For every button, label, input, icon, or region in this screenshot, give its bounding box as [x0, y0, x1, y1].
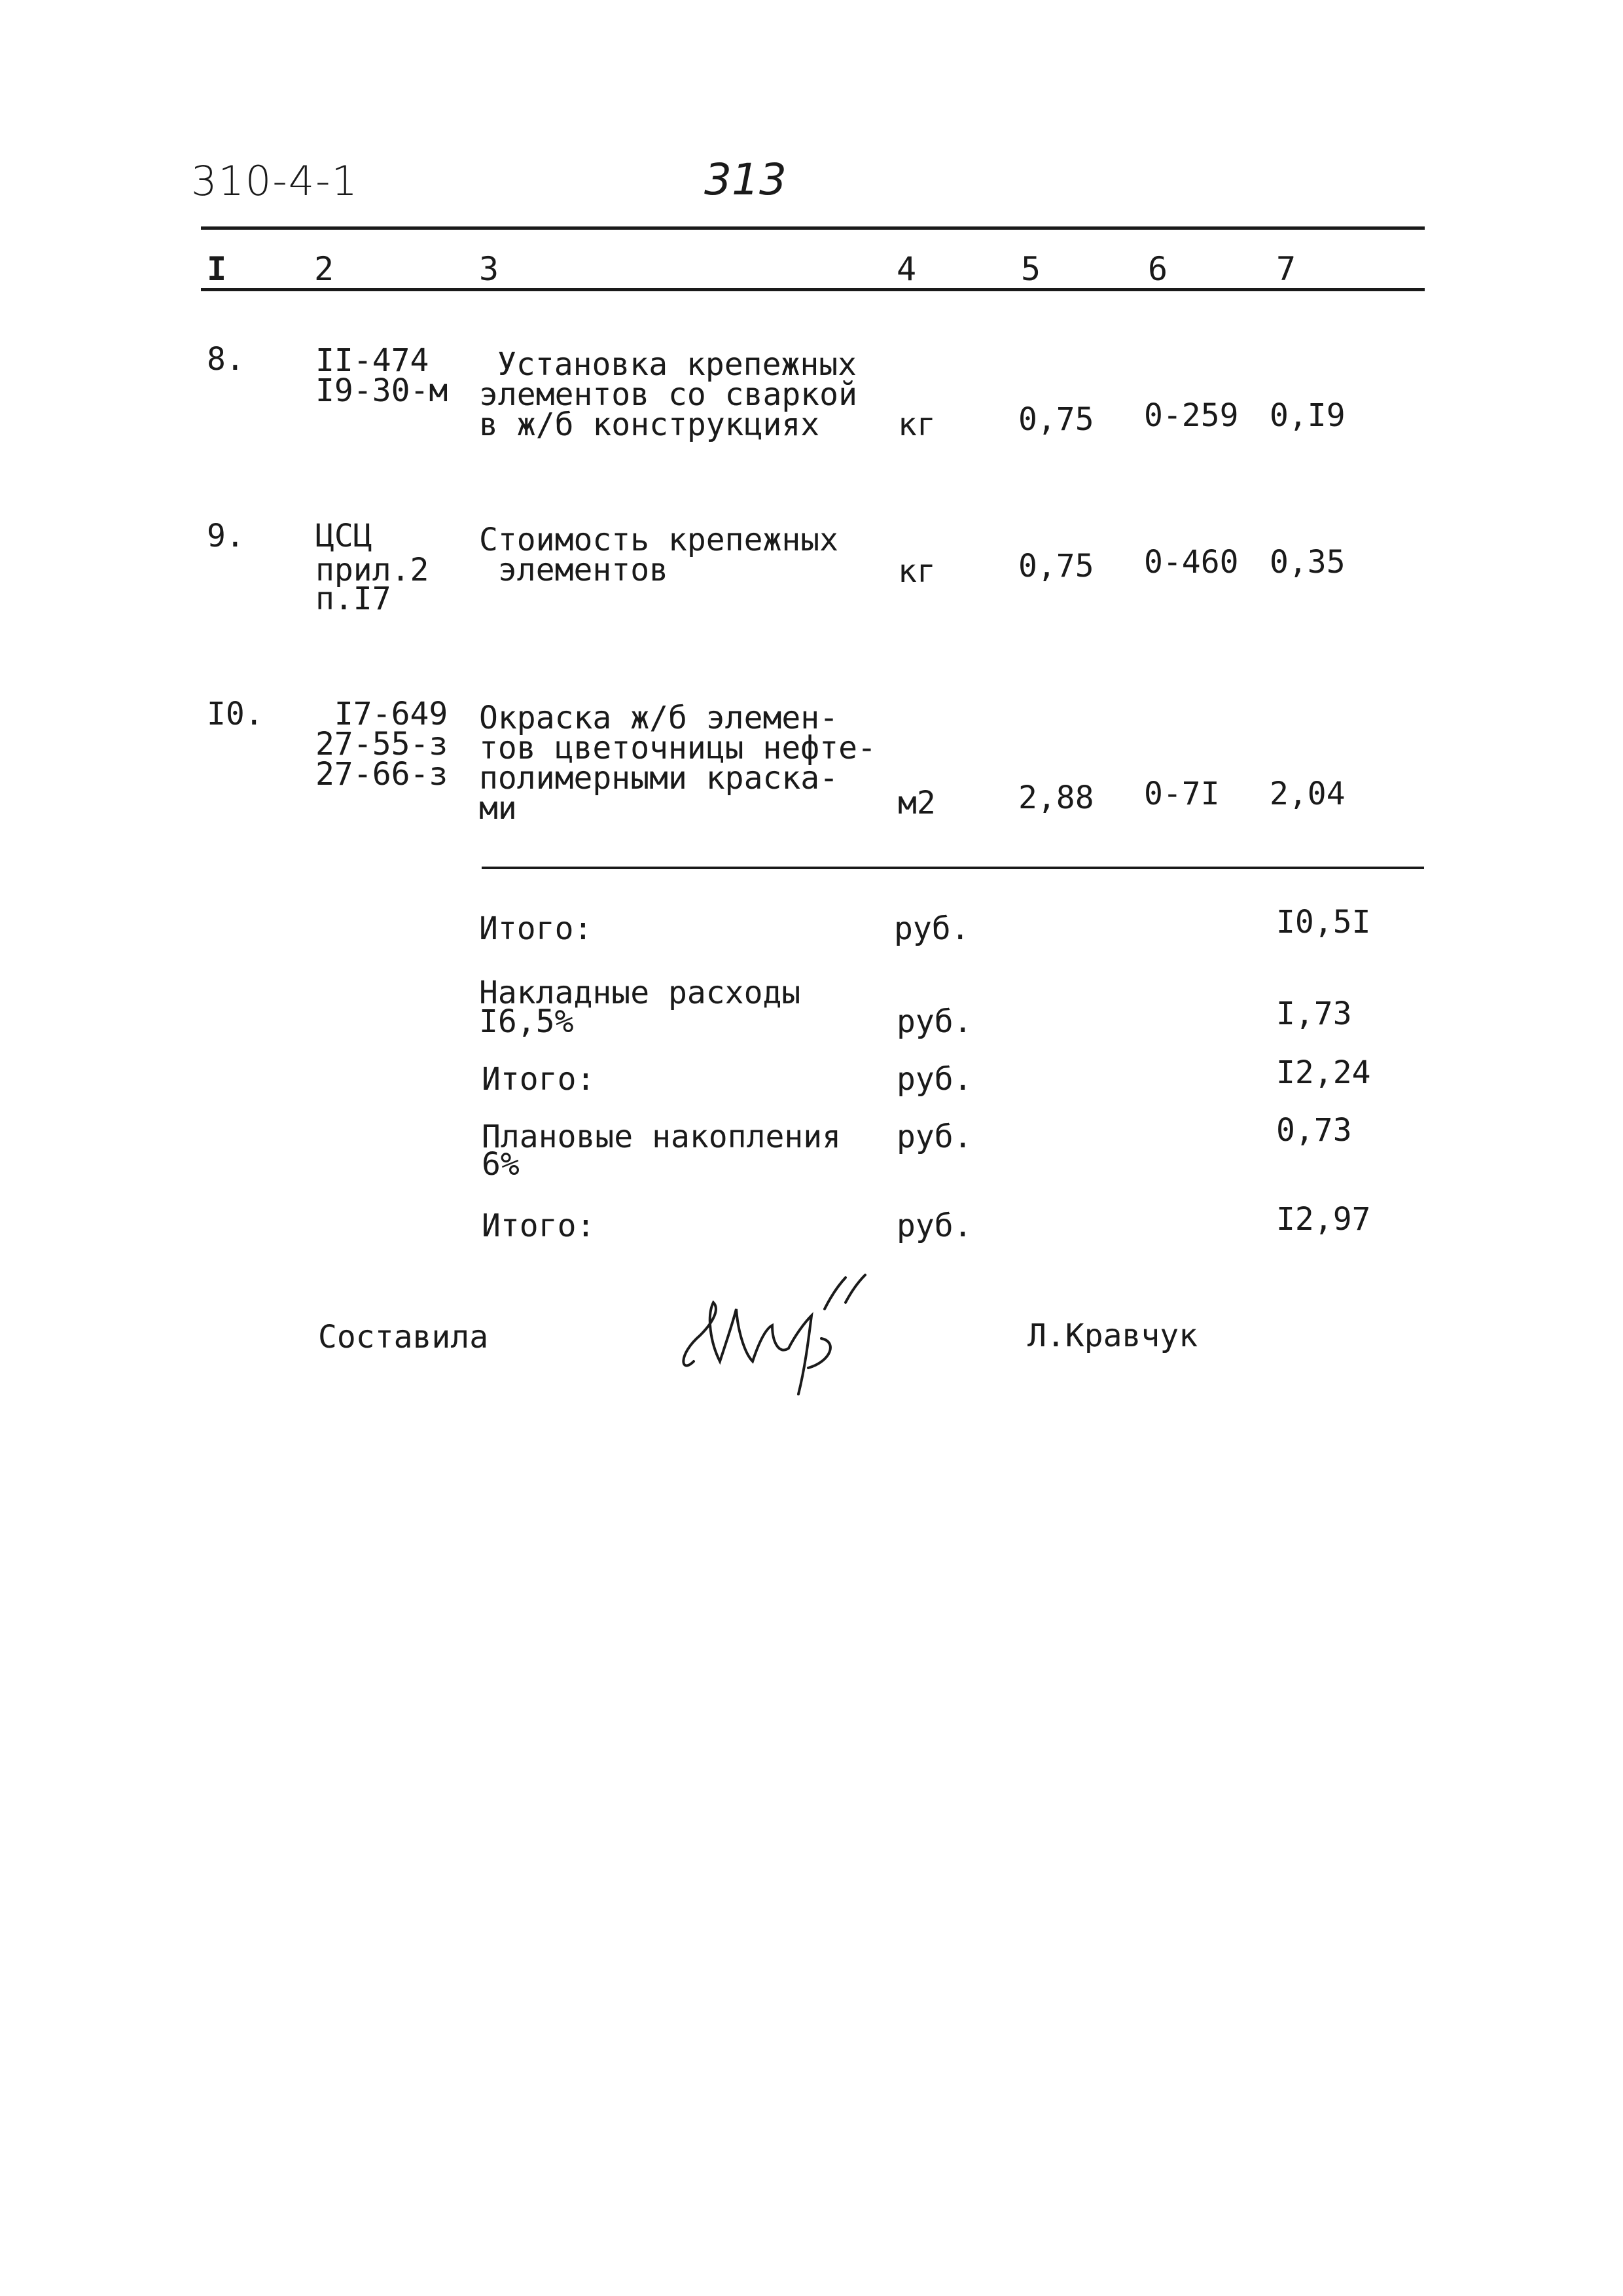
row-name-line: полимерными краска- [479, 760, 839, 797]
total-value: I2,24 [1276, 1054, 1371, 1091]
row-cost: 2,04 [1270, 776, 1346, 812]
total-unit: руб. [897, 1208, 972, 1244]
header-bottom-rule [201, 288, 1425, 291]
row-quantity: 0,75 [1018, 548, 1094, 584]
row-number: 9. [207, 518, 245, 554]
totals-separator-rule [482, 867, 1424, 869]
row-code-line: прил.2 [315, 552, 429, 588]
total-label: 6% [482, 1146, 520, 1183]
total-value: I,73 [1276, 996, 1352, 1032]
row-unit-price: 0-460 [1144, 544, 1239, 581]
row-code-line: I7-649 [315, 696, 448, 732]
row-number: 8. [207, 341, 245, 378]
row-code-line: 27-55-з [315, 726, 448, 762]
row-name-line: Установка крепежных [497, 346, 857, 383]
row-unit-price: 0-7I [1144, 776, 1220, 812]
total-label: Итого: [482, 1061, 596, 1098]
total-label: Накладные расходы [479, 975, 801, 1011]
author-name: Л.Кравчук [1027, 1318, 1198, 1354]
row-name-line: ми [479, 790, 517, 827]
column-header-7: 7 [1276, 250, 1296, 288]
row-quantity: 0,75 [1018, 401, 1094, 438]
total-value: I0,5I [1276, 904, 1371, 941]
row-code-line: 27-66-з [315, 756, 448, 793]
row-name-line: элементов со сваркой [479, 376, 857, 413]
column-header-1: I [207, 250, 227, 288]
row-name-line: тов цветочницы нефте- [479, 730, 876, 766]
row-unit: кг [898, 553, 936, 590]
row-unit-price: 0-259 [1144, 397, 1239, 434]
total-value: 0,73 [1276, 1112, 1352, 1149]
column-header-4: 4 [897, 250, 917, 288]
column-header-3: 3 [479, 250, 499, 288]
row-name-line: Окраска ж/б элемен- [479, 700, 839, 736]
row-name-line: элементов [479, 552, 668, 588]
total-unit: руб. [897, 1119, 972, 1155]
row-name-line: в ж/б конструкциях [479, 406, 820, 443]
row-code-line: I9-30-м [315, 372, 448, 409]
row-quantity: 2,88 [1018, 780, 1094, 816]
header-top-rule [201, 226, 1425, 230]
row-cost: 0,I9 [1270, 397, 1346, 434]
column-header-2: 2 [314, 250, 334, 288]
row-unit: м2 [898, 785, 936, 821]
row-name-line: Стоимость крепежных [479, 522, 839, 558]
signature-image [674, 1263, 870, 1401]
row-unit: кг [898, 406, 936, 443]
compiled-by-label: Составила [318, 1319, 489, 1355]
column-header-6: 6 [1148, 250, 1168, 288]
total-label: I6,5% [479, 1003, 574, 1040]
row-code-line: п.I7 [315, 581, 391, 617]
row-code-line: ЦСЦ [315, 518, 372, 554]
total-label: Итого: [482, 1208, 596, 1244]
total-label: Плановые накопления [482, 1119, 842, 1155]
page-number: 313 [704, 154, 787, 205]
row-cost: 0,35 [1270, 544, 1346, 581]
row-code-line: II-474 [315, 342, 429, 379]
row-number: I0. [207, 696, 264, 732]
total-unit: руб. [897, 1061, 972, 1098]
document-code: 310-4-1 [191, 157, 359, 205]
column-header-5: 5 [1021, 250, 1041, 288]
total-unit: руб. [894, 910, 970, 947]
total-value: I2,97 [1276, 1201, 1371, 1238]
total-unit: руб. [897, 1003, 972, 1040]
total-label: Итого: [479, 910, 593, 947]
